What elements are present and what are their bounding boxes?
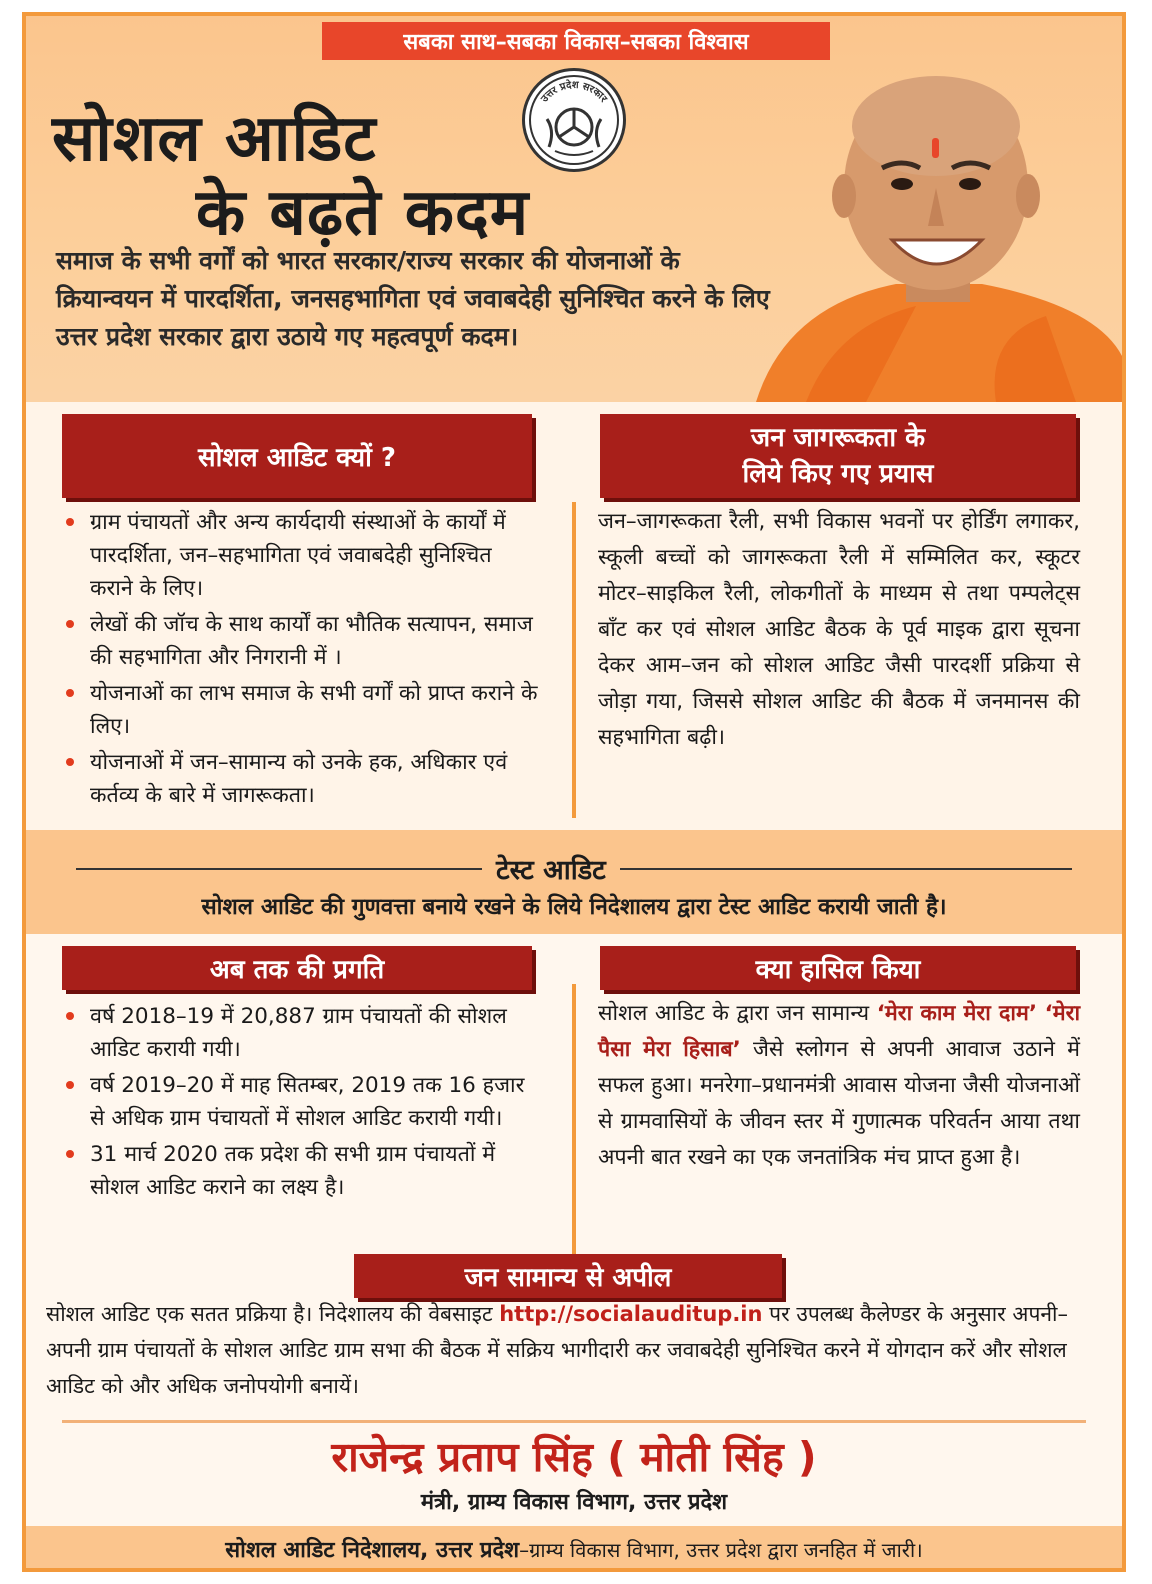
list-item: लेखों की जॉच के साथ कार्यों का भौतिक सत्यापन, समाज की सहभागिता और निगरानी में ।: [58, 608, 538, 674]
hero-banner: [26, 16, 1122, 402]
awareness-heading: [600, 414, 1076, 498]
awareness-text: जन–जागरूकता रैली, सभी विकास भवनों पर होर्डिंग लगाकर, स्कूली बच्चों को जागरूकता रैली में सम्मिलित कर, स्कूटर मोटर–साइकिल रैली, लोकगीतों के माध्यम से तथा पम्पलेट्स बाँट कर एवं सोशल आडिट बैठक के पूर्व माइक द्वारा सूचना देकर आम–जन को सोशल आडिट जैसी पारदर्शी प्रक्रिया से जोड़ा गया, जिससे सोशल आडिट की बैठक में जनमानस की सहभागिता बढ़ी।: [598, 509, 1080, 750]
slogan-mera-kaam: ‘मेरा काम मेरा दाम’: [876, 1001, 1038, 1026]
achieved-text: [598, 996, 1080, 1176]
slogan-mera-paisa: ‘मेरा पैसा मेरा हिसाब’: [598, 1001, 1081, 1062]
test-audit-text: सोशल आडिट की गुणवत्ता बनाये रखने के लिये निदेशालय द्वारा टेस्ट आडिट करायी जाती है।: [201, 894, 947, 920]
list-item: 31 मार्च 2020 तक प्रदेश की सभी ग्राम पंचायतों में सोशल आडिट कराने का लक्ष्य है।: [58, 1138, 538, 1204]
slogan-banner: सबका साथ–सबका विकास–सबका विश्वास: [322, 22, 830, 60]
headline-line-1: सोशल आडिट: [52, 102, 377, 176]
test-audit-title: टेस्ट आडिट: [482, 850, 620, 887]
minister-designation: मंत्री, ग्राम्य विकास विभाग, उत्तर प्रदेश: [420, 1490, 728, 1515]
appeal-text: [46, 1296, 1106, 1404]
headline-line-2: के बढ़ते कदम: [196, 176, 530, 250]
why-list: [58, 506, 538, 815]
progress-and-achievement-section: [26, 934, 1122, 1572]
test-audit-band: [26, 830, 1122, 934]
list-item: योजनाओं का लाभ समाज के सभी वर्गों को प्राप्त कराने के लिए।: [58, 677, 538, 743]
list-item: वर्ष 2018–19 में 20,887 ग्राम पंचायतों की सोशल आडिट करायी गयी।: [58, 1000, 538, 1066]
emblem-text: उत्तर प्रदेश सरकार: [539, 79, 609, 105]
appeal-text-after: पर उपलब्ध कैलेण्डर के अनुसार अपनी–अपनी ग्राम पंचायतों के सोशल आडिट ग्राम सभा की बैठक में सक्रिय भागीदारी कर जवाबदेही सुनिश्चित करने में योगदान करें और सोशल आडिट को और अधिक जनोपयोगी बनायें।: [46, 1302, 1069, 1398]
website-link[interactable]: http://socialauditup.in: [499, 1302, 763, 1326]
divider: [62, 1420, 1086, 1423]
appeal-text-before: सोशल आडिट एक सतत प्रक्रिया है। निदेशालय की वेबसाइट: [46, 1302, 500, 1326]
progress-heading: अब तक की प्रगति: [62, 946, 532, 990]
achieved-text-before: सोशल आडिट के द्वारा जन सामान्य: [598, 1001, 877, 1026]
footer-directorate: सोशल आडिट निदेशालय, उत्तर प्रदेश: [225, 1538, 520, 1563]
column-divider: [572, 984, 576, 1284]
footer-text: –ग्राम्य विकास विभाग, उत्तर प्रदेश द्वारा जनहित में जारी।: [519, 1537, 923, 1562]
advertisement-frame: [22, 12, 1126, 1572]
awareness-heading-line-1: जन जागरूकता के: [750, 423, 926, 453]
minister-name: राजेन्द्र प्रताप सिंह ( मोती सिंह ): [331, 1433, 817, 1481]
intro-text: समाज के सभी वर्गों को भारत सरकार/राज्य सरकार की योजनाओं के क्रियान्वयन में पारदर्शिता, जनसहभागिता एवं जवाबदेही सुनिश्चित करने के लिए उत्तर प्रदेश सरकार द्वारा उठाये गए महत्वपूर्ण कदम।: [56, 246, 770, 351]
footer: [26, 1526, 1122, 1572]
up-government-emblem-icon: [522, 68, 626, 172]
list-item: योजनाओं में जन–सामान्य को उनके हक, अधिकार एवं कर्तव्य के बारे में जागरूकता।: [58, 746, 538, 812]
progress-list: [58, 1000, 538, 1207]
list-item: ग्राम पंचायतों और अन्य कार्यदायी संस्थाओं के कार्यों में पारदर्शिता, जन–सहभागिता एवं जवाबदेही सुनिश्चित कराने के लिए।: [58, 506, 538, 605]
achieved-heading: क्या हासिल किया: [600, 946, 1076, 990]
achieved-text-after: जैसे स्लोगन से अपनी आवाज उठाने में सफल हुआ। मनरेगा–प्रधानमंत्री आवास योजना जैसी योजनाओं से ग्रामवासियों के जीवन स्तर में गुणात्मक परिवर्तन आया तथा अपनी बात रखने का एक जनतांत्रिक मंच प्राप्त हुआ है।: [598, 1037, 1080, 1170]
why-heading: सोशल आडिट क्यों ?: [62, 414, 532, 498]
column-divider: [572, 502, 576, 818]
list-item: वर्ष 2019–20 में माह सितम्बर, 2019 तक 16 हजार से अधिक ग्राम पंचायतों में सोशल आडिट करायी गयी।: [58, 1069, 538, 1135]
svg-text:उत्तर प्रदेश सरकार: [539, 78, 610, 105]
chief-minister-portrait: [746, 56, 1122, 402]
appeal-heading: जन सामान्य से अपील: [354, 1254, 782, 1298]
why-and-awareness-section: [26, 402, 1122, 830]
awareness-heading-line-2: लिये किए गए प्रयास: [742, 459, 934, 489]
